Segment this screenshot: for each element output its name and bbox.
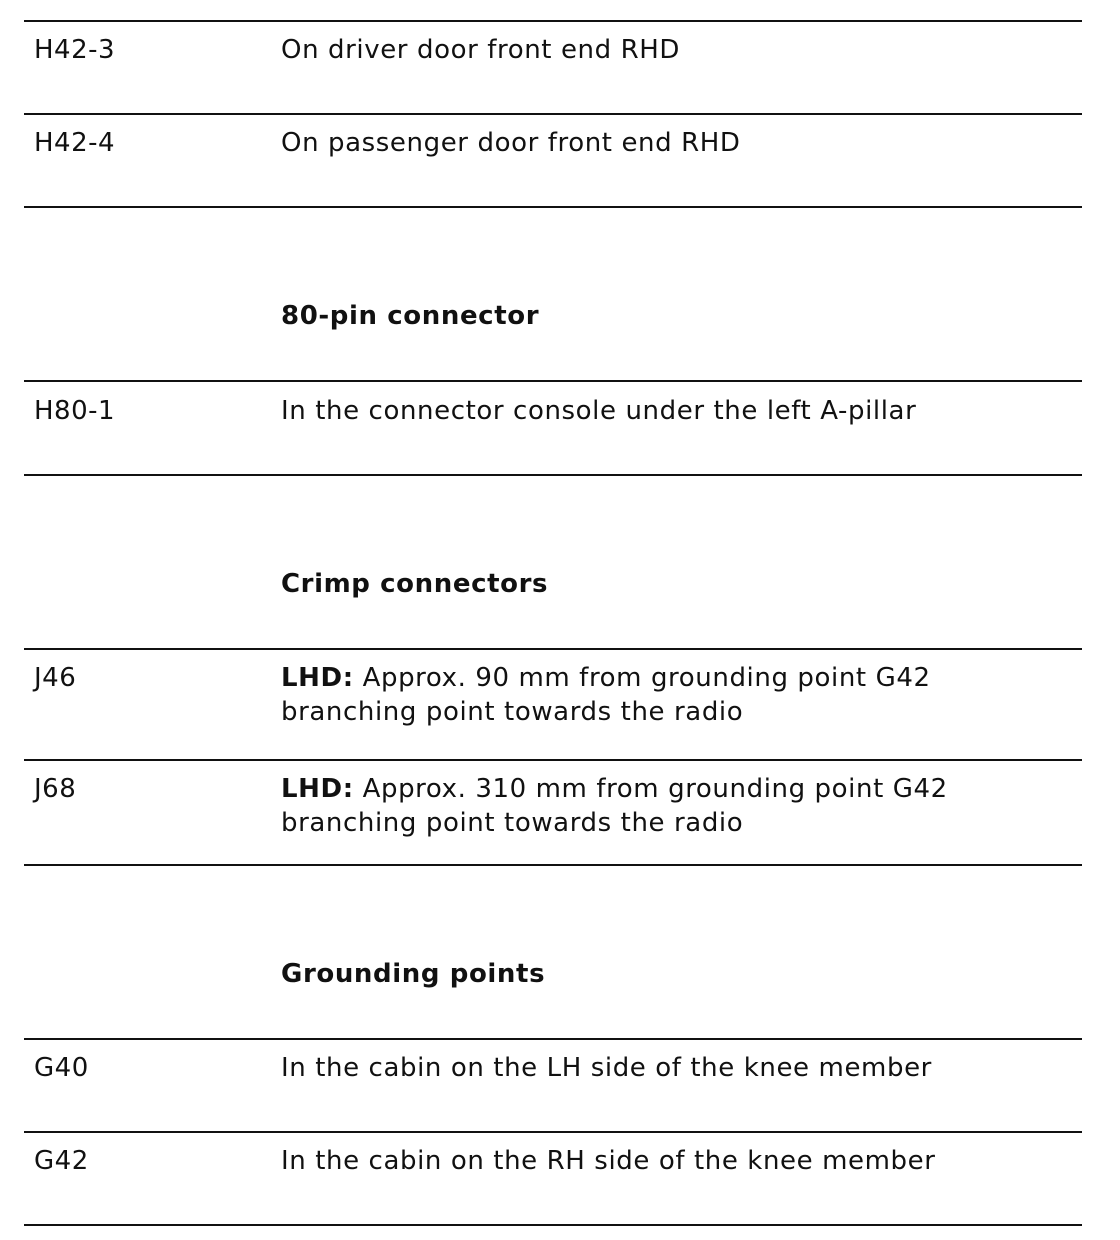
table-rule: [24, 864, 1082, 866]
table-rule: [24, 759, 1082, 761]
component-code: H80-1: [34, 396, 116, 426]
section-heading: 80-pin connector: [281, 301, 540, 331]
lhd-prefix: LHD:: [281, 774, 354, 804]
location-line-1: Approx. 310 mm from grounding point G42: [353, 774, 948, 804]
component-code: G40: [34, 1053, 89, 1083]
component-location: In the connector console under the left A-pillar: [281, 396, 917, 426]
table-rule: [24, 206, 1082, 208]
component-code: G42: [34, 1146, 89, 1176]
lhd-prefix: LHD:: [281, 663, 354, 693]
component-location: In the cabin on the LH side of the knee member: [281, 1053, 932, 1083]
component-location: On driver door front end RHD: [281, 35, 681, 65]
location-line-2: branching point towards the radio: [281, 808, 744, 838]
table-rule: [24, 20, 1082, 22]
table-rule: [24, 380, 1082, 382]
table-rule: [24, 648, 1082, 650]
location-line-2: branching point towards the radio: [281, 697, 744, 727]
table-rule: [24, 1038, 1082, 1040]
component-location: [281, 772, 1061, 840]
component-code: J46: [34, 663, 77, 693]
component-location: [281, 661, 1061, 729]
component-code: H42-4: [34, 128, 116, 158]
component-code: H42-3: [34, 35, 116, 65]
component-location: In the cabin on the RH side of the knee member: [281, 1146, 936, 1176]
component-code: J68: [34, 774, 77, 804]
table-rule: [24, 474, 1082, 476]
component-location: On passenger door front end RHD: [281, 128, 741, 158]
section-heading: Crimp connectors: [281, 569, 549, 599]
table-rule: [24, 1131, 1082, 1133]
table-rule: [24, 1224, 1082, 1226]
location-line-1: Approx. 90 mm from grounding point G42: [353, 663, 931, 693]
section-heading: Grounding points: [281, 959, 546, 989]
table-rule: [24, 113, 1082, 115]
